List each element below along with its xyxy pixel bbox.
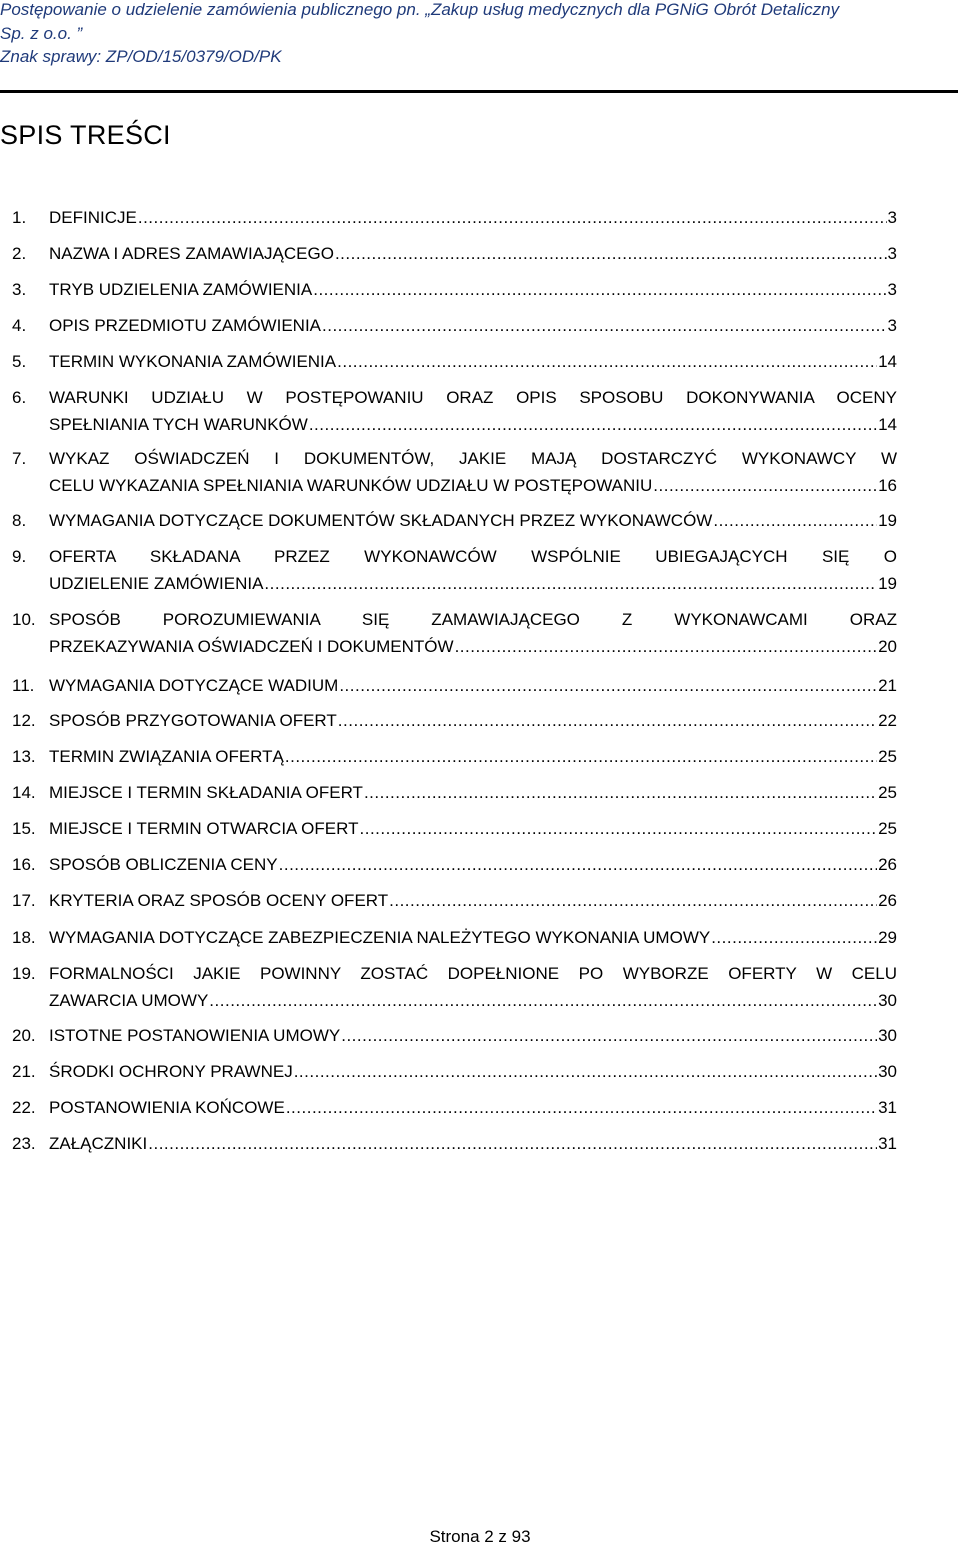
toc-entry-title: UDZIELENIE ZAMÓWIENIA bbox=[49, 574, 264, 593]
toc-entry-body bbox=[49, 925, 897, 951]
dot-leader bbox=[322, 313, 887, 339]
toc-entry-body bbox=[49, 961, 897, 1014]
toc-entry-page-number: 26 bbox=[878, 891, 897, 910]
dot-leader bbox=[279, 852, 877, 878]
toc-entry-body bbox=[49, 385, 897, 438]
toc-entry-last-line bbox=[49, 241, 897, 267]
toc-entry-title: TERMIN ZWIĄZANIA OFERTĄ bbox=[49, 747, 284, 766]
toc-entry-title: SPOSÓB PRZYGOTOWANIA OFERT bbox=[49, 711, 337, 730]
toc-entry-title: WYMAGANIA DOTYCZĄCE ZABEZPIECZENIA NALEŻYTEGO WYKONANIA UMOWY bbox=[49, 928, 711, 947]
toc-entry-number: 21. bbox=[12, 1062, 36, 1081]
toc-entry-last-line bbox=[49, 277, 897, 303]
dot-leader bbox=[711, 925, 877, 951]
toc-entry-body bbox=[49, 780, 897, 806]
toc-entry-number: 3. bbox=[12, 280, 27, 299]
toc-entry-number: 19. bbox=[12, 964, 36, 983]
toc-entry-page-number: 31 bbox=[878, 1098, 897, 1117]
toc-entry-number: 10. bbox=[12, 610, 36, 629]
toc-entry-title: DEFINICJE bbox=[49, 208, 137, 227]
toc-entry-title: POSTANOWIENIA KOŃCOWE bbox=[49, 1098, 285, 1117]
toc-entry-title: MIEJSCE I TERMIN SKŁADANIA OFERT bbox=[49, 783, 363, 802]
dot-leader bbox=[313, 277, 886, 303]
dot-leader bbox=[309, 412, 877, 438]
toc-entry-body bbox=[49, 607, 897, 660]
toc-entry-title: MIEJSCE I TERMIN OTWARCIA OFERT bbox=[49, 819, 359, 838]
toc-entry-last-line bbox=[49, 508, 897, 534]
toc-entry-number: 9. bbox=[12, 547, 27, 566]
toc-entry-number: 7. bbox=[12, 449, 27, 468]
toc-entry-last-line bbox=[49, 1131, 897, 1157]
toc-entry-page-number: 19 bbox=[878, 574, 897, 593]
toc-entry-title-line: FORMALNOŚCI JAKIE POWINNY ZOSTAĆ DOPEŁNIONE PO WYBORZE OFERTY W CELU bbox=[49, 964, 897, 983]
toc-entry-last-line bbox=[49, 673, 897, 699]
dot-leader bbox=[713, 508, 877, 534]
toc-entry-body bbox=[49, 544, 897, 597]
toc-entry-page-number: 25 bbox=[878, 747, 897, 766]
toc-entry-last-line bbox=[49, 925, 897, 951]
toc-entry-title: WYMAGANIA DOTYCZĄCE DOKUMENTÓW SKŁADANYCH PRZEZ WYKONAWCÓW bbox=[49, 511, 713, 530]
toc-entry-page-number: 30 bbox=[878, 1026, 897, 1045]
toc-entry-number: 22. bbox=[12, 1098, 36, 1117]
toc-entry-title-line: OFERTA SKŁADANA PRZEZ WYKONAWCÓW WSPÓLNIE UBIEGAJĄCYCH SIĘ O bbox=[49, 547, 897, 566]
toc-entry-page-number: 3 bbox=[887, 316, 897, 335]
toc-entry-page-number: 3 bbox=[887, 244, 897, 263]
dot-leader bbox=[455, 634, 878, 660]
toc-entry-page-number: 19 bbox=[878, 511, 897, 530]
header-case-number: Znak sprawy: ZP/OD/15/0379/OD/PK bbox=[0, 47, 282, 66]
toc-entry-title: ŚRODKI OCHRONY PRAWNEJ bbox=[49, 1062, 293, 1081]
toc-entry-last-line bbox=[49, 816, 897, 842]
toc-entry-number: 6. bbox=[12, 388, 27, 407]
toc-entry-last-line bbox=[49, 1023, 897, 1049]
toc-entry-last-line bbox=[49, 313, 897, 339]
toc-entry-page-number: 30 bbox=[878, 1062, 897, 1081]
toc-entry-number: 8. bbox=[12, 511, 27, 530]
toc-entry-title: OPIS PRZEDMIOTU ZAMÓWIENIA bbox=[49, 316, 322, 335]
toc-entry-last-line bbox=[49, 349, 897, 375]
dot-leader bbox=[653, 473, 877, 499]
toc-entry-body bbox=[49, 708, 897, 734]
toc-entry-title: NAZWA I ADRES ZAMAWIAJĄCEGO bbox=[49, 244, 334, 263]
toc-entry-page-number: 3 bbox=[887, 280, 897, 299]
toc-entry-body bbox=[49, 744, 897, 770]
toc-entry-title: ISTOTNE POSTANOWIENIA UMOWY bbox=[49, 1026, 341, 1045]
header-title-line: Postępowanie o udzielenie zamówienia publicznego pn. „Zakup usług medycznych dla PGNiG Obrót Detaliczny bbox=[0, 0, 840, 19]
toc-entry-number: 12. bbox=[12, 711, 36, 730]
dot-leader bbox=[341, 1023, 877, 1049]
toc-entry-body bbox=[49, 673, 897, 699]
toc-entry-number: 20. bbox=[12, 1026, 36, 1045]
dot-leader bbox=[285, 744, 877, 770]
toc-entry-title-line: WARUNKI UDZIAŁU W POSTĘPOWANIU ORAZ OPIS SPOSOBU DOKONYWANIA OCENY bbox=[49, 388, 897, 407]
toc-entry-page-number: 25 bbox=[878, 783, 897, 802]
toc-entry-body bbox=[49, 1023, 897, 1049]
toc-entry-title-line: WYKAZ OŚWIADCZEŃ I DOKUMENTÓW, JAKIE MAJĄ DOSTARCZYĆ WYKONAWCY W bbox=[49, 449, 897, 468]
dot-leader bbox=[335, 241, 887, 267]
toc-entry-last-line bbox=[49, 205, 897, 231]
toc-entry-page-number: 29 bbox=[878, 928, 897, 947]
header-divider bbox=[0, 90, 958, 93]
toc-entry-body bbox=[49, 313, 897, 339]
toc-entry-last-line bbox=[49, 412, 897, 438]
dot-leader bbox=[364, 780, 877, 806]
dot-leader bbox=[294, 1059, 877, 1085]
dot-leader bbox=[337, 349, 877, 375]
toc-entry-number: 18. bbox=[12, 928, 36, 947]
toc-entry-page-number: 30 bbox=[878, 991, 897, 1010]
toc-entry-title: PRZEKAZYWANIA OŚWIADCZEŃ I DOKUMENTÓW bbox=[49, 637, 454, 656]
dot-leader bbox=[286, 1095, 877, 1121]
dot-leader bbox=[389, 888, 877, 914]
toc-entry-title: TRYB UDZIELENIA ZAMÓWIENIA bbox=[49, 280, 313, 299]
toc-entry-page-number: 25 bbox=[878, 819, 897, 838]
toc-entry-title: KRYTERIA ORAZ SPOSÓB OCENY OFERT bbox=[49, 891, 389, 910]
toc-entry-number: 16. bbox=[12, 855, 36, 874]
toc-entry-page-number: 26 bbox=[878, 855, 897, 874]
toc-entry-last-line bbox=[49, 852, 897, 878]
toc-entry-body bbox=[49, 205, 897, 231]
toc-entry-last-line bbox=[49, 1095, 897, 1121]
toc-entry-body bbox=[49, 888, 897, 914]
toc-entry-title: ZAŁĄCZNIKI bbox=[49, 1134, 148, 1153]
toc-entry-title: SPOSÓB OBLICZENIA CENY bbox=[49, 855, 278, 874]
toc-entry-last-line bbox=[49, 988, 897, 1014]
toc-entry-number: 4. bbox=[12, 316, 27, 335]
toc-entry-body bbox=[49, 241, 897, 267]
toc-entry-last-line bbox=[49, 634, 897, 660]
toc-entry-page-number: 21 bbox=[878, 676, 897, 695]
toc-entry-number: 11. bbox=[12, 676, 35, 695]
toc-entry-title: WYMAGANIA DOTYCZĄCE WADIUM bbox=[49, 676, 339, 695]
toc-entry-page-number: 14 bbox=[878, 415, 897, 434]
toc-entry-body bbox=[49, 1131, 897, 1157]
toc-entry-number: 23. bbox=[12, 1134, 36, 1153]
toc-entry-title: CELU WYKAZANIA SPEŁNIANIA WARUNKÓW UDZIAŁU W POSTĘPOWANIU bbox=[49, 476, 653, 495]
toc-entry-body bbox=[49, 1095, 897, 1121]
toc-entry-body bbox=[49, 277, 897, 303]
toc-entry-page-number: 16 bbox=[878, 476, 897, 495]
dot-leader bbox=[360, 816, 878, 842]
toc-entry-last-line bbox=[49, 571, 897, 597]
toc-entry-number: 17. bbox=[12, 891, 36, 910]
toc-entry-body bbox=[49, 852, 897, 878]
toc-entry-title: TERMIN WYKONANIA ZAMÓWIENIA bbox=[49, 352, 337, 371]
toc-entry-body bbox=[49, 446, 897, 499]
toc-entry-title: ZAWARCIA UMOWY bbox=[49, 991, 209, 1010]
toc-entry-body bbox=[49, 816, 897, 842]
toc-entry-number: 2. bbox=[12, 244, 27, 263]
toc-entry-last-line bbox=[49, 780, 897, 806]
toc-entry-last-line bbox=[49, 708, 897, 734]
dot-leader bbox=[338, 708, 877, 734]
dot-leader bbox=[339, 673, 877, 699]
toc-entry-number: 1. bbox=[12, 208, 27, 227]
toc-entry-page-number: 31 bbox=[878, 1134, 897, 1153]
toc-entry-last-line bbox=[49, 473, 897, 499]
toc-entry-last-line bbox=[49, 1059, 897, 1085]
toc-entry-body bbox=[49, 349, 897, 375]
toc-entry-page-number: 14 bbox=[878, 352, 897, 371]
dot-leader bbox=[264, 571, 877, 597]
page-footer: Strona 2 z 93 bbox=[429, 1527, 531, 1546]
toc-entry-body bbox=[49, 1059, 897, 1085]
toc-entry-last-line bbox=[49, 888, 897, 914]
toc-entry-body bbox=[49, 508, 897, 534]
toc-entry-page-number: 22 bbox=[878, 711, 897, 730]
toc-entry-number: 13. bbox=[12, 747, 36, 766]
toc-entry-page-number: 3 bbox=[887, 208, 897, 227]
toc-title: SPIS TREŚCI bbox=[0, 120, 171, 150]
header-title-continuation: Sp. z o.o. ” bbox=[0, 24, 83, 43]
toc-entry-page-number: 20 bbox=[878, 637, 897, 656]
toc-entry-title: SPEŁNIANIA TYCH WARUNKÓW bbox=[49, 415, 308, 434]
toc-entry-number: 14. bbox=[12, 783, 36, 802]
toc-entry-last-line bbox=[49, 744, 897, 770]
toc-entry-number: 5. bbox=[12, 352, 27, 371]
toc-entry-number: 15. bbox=[12, 819, 36, 838]
toc-entry-title-line: SPOSÓB POROZUMIEWANIA SIĘ ZAMAWIAJĄCEGO Z WYKONAWCAMI ORAZ bbox=[49, 610, 897, 629]
dot-leader bbox=[209, 988, 877, 1014]
dot-leader bbox=[138, 205, 887, 231]
dot-leader bbox=[148, 1131, 877, 1157]
